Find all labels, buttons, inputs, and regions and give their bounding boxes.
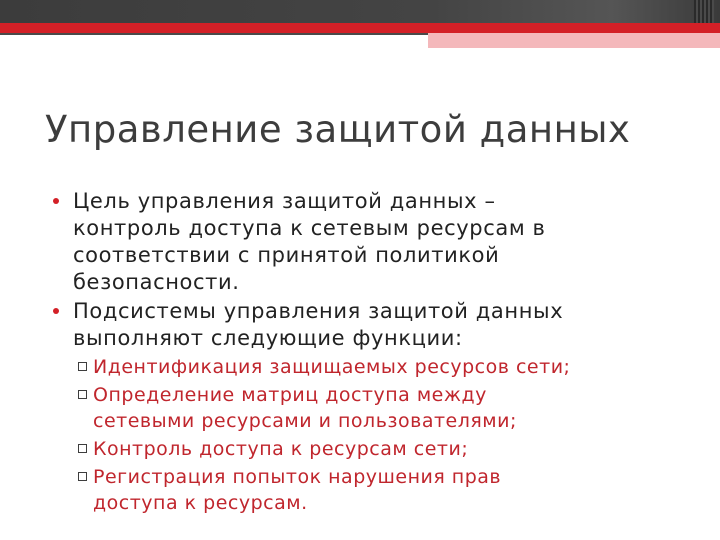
sub-item-line: сетевыми ресурсами и пользователями; bbox=[93, 410, 517, 432]
sub-item-line: Контроль доступа к ресурсам сети; bbox=[93, 438, 469, 460]
bullet-item bbox=[52, 188, 672, 296]
sub-item bbox=[52, 382, 672, 434]
pink-accent-block bbox=[428, 33, 720, 48]
square-bullet-icon bbox=[78, 472, 87, 481]
slide-content bbox=[52, 188, 672, 518]
sub-item bbox=[52, 436, 672, 462]
bullet-line: соответствии с принятой политикой bbox=[73, 243, 500, 267]
bullet-dot-icon bbox=[53, 198, 59, 204]
bullet-line: Цель управления защитой данных – bbox=[73, 189, 496, 213]
sub-item-line: доступа к ресурсам. bbox=[93, 492, 308, 514]
sub-item-line: Регистрация попыток нарушения прав bbox=[93, 466, 502, 488]
sub-item-line: Определение матриц доступа между bbox=[93, 384, 487, 406]
square-bullet-icon bbox=[78, 362, 87, 371]
bullet-item bbox=[52, 298, 672, 352]
top-corner-stripes bbox=[694, 0, 714, 23]
bullet-dot-icon bbox=[53, 308, 59, 314]
red-accent-stripe bbox=[0, 23, 720, 33]
bullet-line: безопасности. bbox=[73, 270, 240, 294]
sub-item bbox=[52, 354, 672, 380]
top-decor-bar bbox=[0, 0, 720, 23]
square-bullet-icon bbox=[78, 390, 87, 399]
bullet-line: контроль доступа к сетевым ресурсам в bbox=[73, 216, 546, 240]
bullet-line: Подсистемы управления защитой данных bbox=[73, 299, 564, 323]
sub-item bbox=[52, 464, 672, 516]
sub-item-line: Идентификация защищаемых ресурсов сети; bbox=[93, 356, 571, 378]
square-bullet-icon bbox=[78, 444, 87, 453]
bullet-line: выполняют следующие функции: bbox=[73, 326, 463, 350]
slide-title: Управление защитой данных bbox=[45, 108, 631, 151]
